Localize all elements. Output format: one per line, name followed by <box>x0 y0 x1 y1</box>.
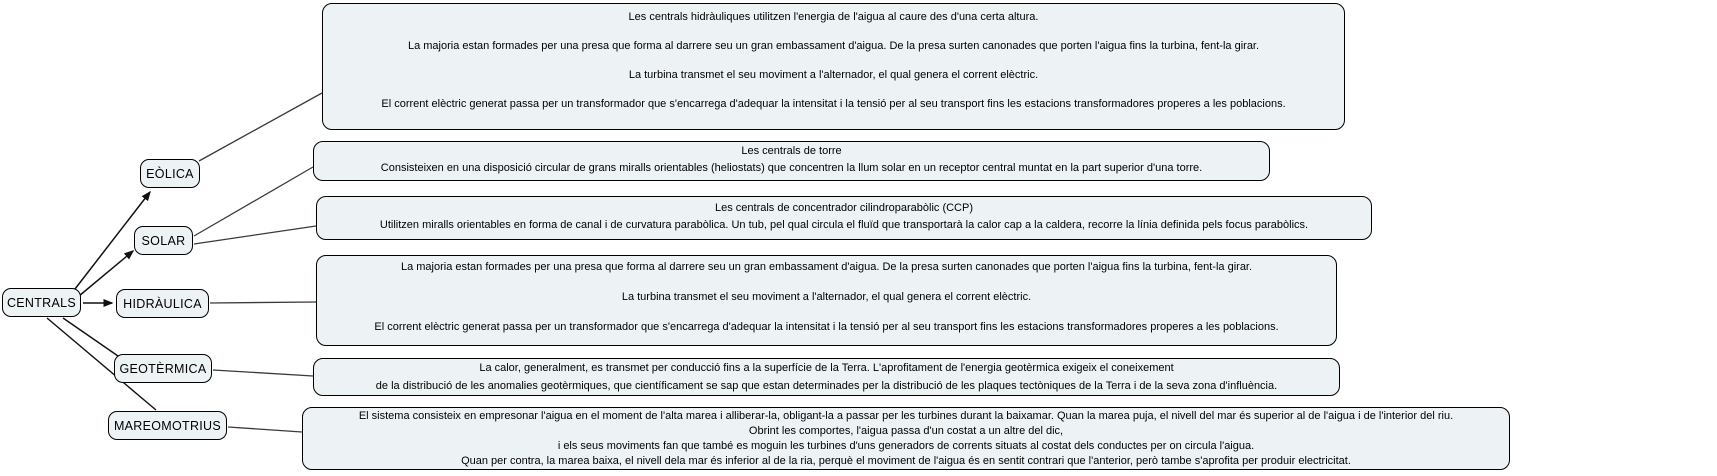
node-eolica[interactable] <box>140 159 200 188</box>
text-line: La majoria estan formades per una presa que forma al darrere seu un gran embassament d'aigua. De la presa surten canonades que porten l'aigua fins la turbina, fent-la girar. <box>400 261 1253 273</box>
description-box-3[interactable] <box>316 196 1372 240</box>
text-line: El corrent elèctric generat passa per un transformador que s'encarrega d'adequar la intensitat i la tensió per al seu transport fins les estacions transformadores properes a les poblacions. <box>374 321 1279 333</box>
text-line: La turbina transmet el seu moviment a l'alternador, el qual genera el corrent elèctric. <box>621 291 1032 303</box>
description-box-1-text <box>323 3 1344 119</box>
text-line: Quan per contra, la marea baixa, el nivell dela mar és inferior al de la ria, perquè el moviment de l'aigua és en sentit contrari que l'anterior, però tambe s'aprofita per produir electricitat. <box>461 455 1351 467</box>
text-line: La majoria estan formades per una presa que forma al darrere seu un gran embassament d'aigua. De la presa surten canonades que porten l'aigua fins la turbina, fent-la girar. <box>407 40 1260 52</box>
description-box-1[interactable] <box>322 3 1345 130</box>
text-line: Utilitzen miralls orientables en forma de canal i de curvatura parabòlica. Un tub, pel qual circula el fluïd que transportarà la calor cap a la caldera, recorre la línia definida pels focus parabòlics. <box>379 219 1309 231</box>
connector-centrals-geotermica[interactable] <box>63 318 118 356</box>
text-line: El corrent elèctric generat passa per un transformador que s'encarrega d'adequar la intensitat i la tensió per al seu transport fins les estacions transformadores properes a les poblacions. <box>381 98 1286 110</box>
description-box-5-text <box>314 359 1339 395</box>
text-line: de la distribució de les anomalies geotèrmiques, que científicament se sap que estan determinades per la distribució de les plaques tectòniques de la Terra i de la seva zona d'influència. <box>375 380 1278 392</box>
description-box-4[interactable] <box>316 255 1337 346</box>
description-box-6[interactable] <box>302 407 1510 470</box>
text-line: Consisteixen en una disposició circular de grans miralls orientables (heliostats) que concentren la llum solar en un receptor central muntat en la part superior d'una torre. <box>380 162 1203 174</box>
node-solar-label: SOLAR <box>141 233 186 248</box>
description-box-2-text <box>314 143 1269 177</box>
text-line: Obrint les comportes, l'aigua passa d'un costat a un altre del dic, <box>748 425 1064 437</box>
connector-solar-box3[interactable] <box>194 226 316 244</box>
node-solar[interactable] <box>134 226 193 255</box>
text-line: La calor, generalment, es transmet per conducció fins a la superfície de la Terra. L'aprofitament de l'energia geotèrmica exigeix el coneixement <box>479 362 1174 374</box>
description-box-6-text <box>303 409 1509 469</box>
connector-mareomotrius-box6[interactable] <box>228 427 302 432</box>
text-line: La turbina transmet el seu moviment a l'alternador, el qual genera el corrent elèctric. <box>628 69 1039 81</box>
node-geotermica[interactable] <box>114 354 212 383</box>
connector-solar-box2[interactable] <box>194 167 313 236</box>
text-line: Les centrals de concentrador cilindroparabòlic (CCP) <box>714 202 973 214</box>
text-line: El sistema consisteix en empresonar l'aigua en el moment de l'alta marea i alliberar-la, obligant-la a passar per les turbines durant la baixamar. Quan la marea puja, el nivell del mar és superior al de l'aigua i de l'interior del riu. <box>358 410 1454 422</box>
node-eolica-label: EÒLICA <box>146 166 194 181</box>
node-centrals[interactable] <box>2 288 81 317</box>
node-hidraulica[interactable] <box>116 289 209 318</box>
node-hidraulica-label: HIDRÀULICA <box>123 296 202 311</box>
description-box-5[interactable] <box>313 358 1340 396</box>
description-box-4-text <box>317 255 1336 342</box>
text-line: Les centrals de torre <box>741 145 842 157</box>
node-geotermica-label: GEOTÈRMICA <box>119 361 207 376</box>
description-box-2[interactable] <box>313 141 1270 181</box>
node-mareomotrius-label: MAREOMOTRIUS <box>113 418 222 433</box>
description-box-3-text <box>317 200 1371 234</box>
text-line: i els seus moviments fan que també es moguin les turbines d'uns generadors de corrents situats al costat dels conductes per on circula l'aigua. <box>557 440 1255 452</box>
connector-hidraulica-box4[interactable] <box>210 302 316 303</box>
text-line: Les centrals hidràuliques utilitzen l'energia de l'aigua al caure des d'una certa altura. <box>628 11 1039 23</box>
connector-geotermica-box5[interactable] <box>213 370 313 376</box>
connector-eolica-box1[interactable] <box>199 93 322 161</box>
node-mareomotrius[interactable] <box>108 411 227 440</box>
node-centrals-label: CENTRALS <box>6 295 77 310</box>
